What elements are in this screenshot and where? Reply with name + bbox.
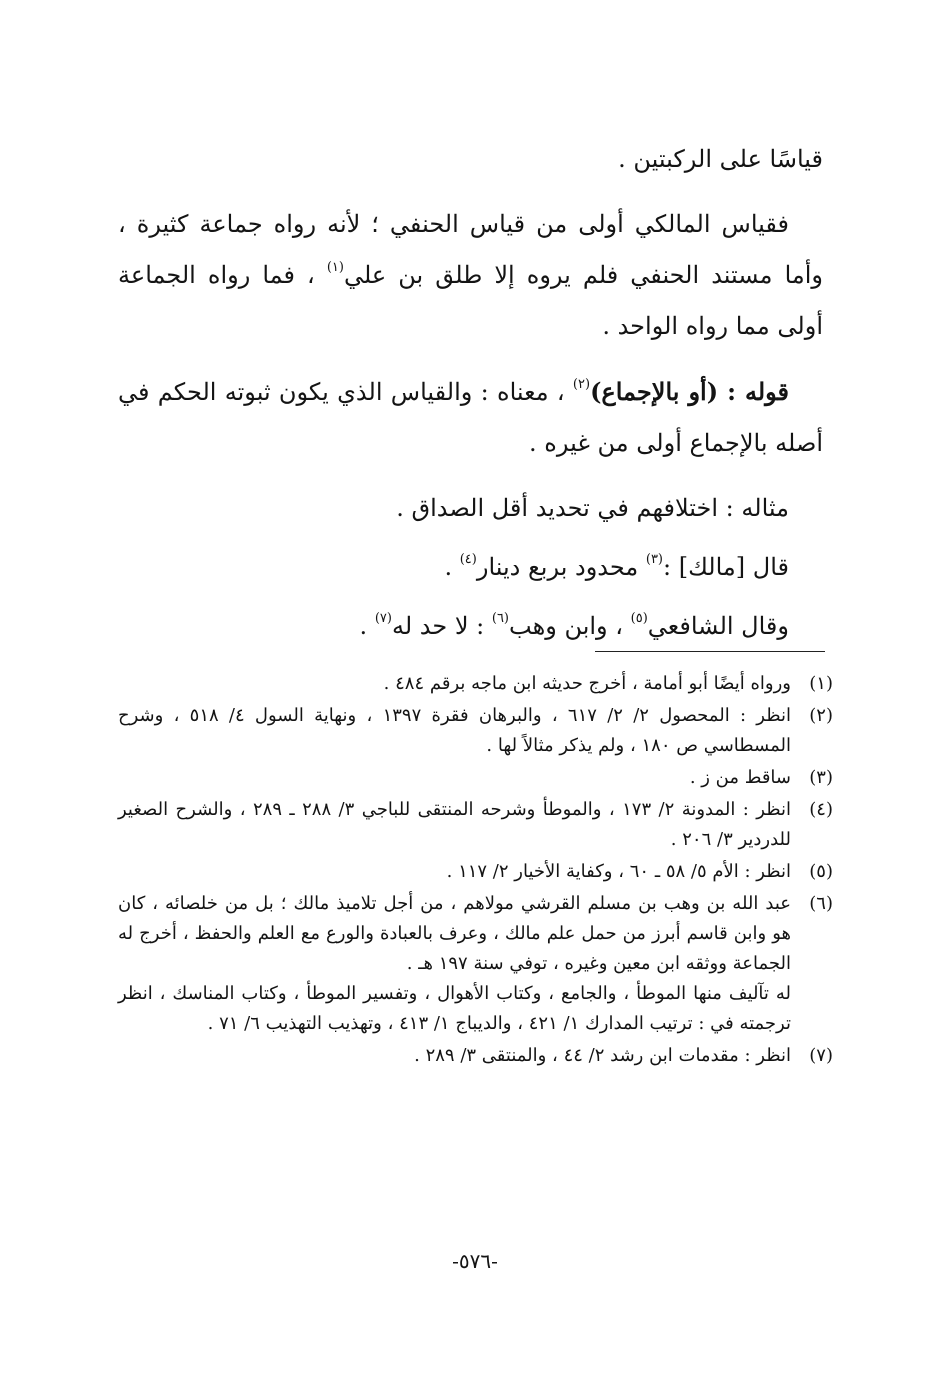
- quoted-lead: قوله : (أو بالإجماع): [590, 377, 790, 406]
- paragraph-6: وقال الشافعي$^{(٥)}$ ، وابن وهب$^{(٦)}$ : لا حد له$^{(٧)}$ .: [359, 611, 789, 640]
- footnote-ref-7[interactable]: (٧): [374, 611, 392, 626]
- footnote-item: [118, 669, 833, 699]
- footnote-text: ورواه أيضًا أبو أمامة ، أخرج حديثه ابن ماجه برقم ٤٨٤ .: [383, 673, 791, 694]
- footnote-text: انظر : المدونة ٢/ ١٧٣ ، والموطأ وشرحه المنتقى للباجي ٣/ ٢٨٨ ـ ٢٨٩ ، والشرح الصغير للدردير ٣/ ٢٠٦ .: [118, 799, 791, 850]
- footnote-divider: [595, 651, 825, 652]
- footnote-item: [118, 1041, 833, 1071]
- footnote-number: (٢): [809, 705, 833, 726]
- footnote-number: (٧): [809, 1045, 833, 1066]
- paragraph-3: قوله : (أو بالإجماع)$^{(٢)}$ ، معناه : والقياس الذي يكون ثبوته الحكم في أصله بالإجماع أولى من غيره .: [118, 377, 823, 457]
- page-number: -٥٧٦-: [452, 1249, 498, 1273]
- footnote-ref-6[interactable]: (٦): [491, 611, 509, 626]
- footnote-text: انظر : الأم ٥/ ٥٨ ـ ٦٠ ، وكفاية الأخيار ٢/ ١١٧ .: [446, 861, 791, 882]
- footnote-item: [118, 763, 833, 793]
- footnote-ref-3[interactable]: (٣): [645, 552, 663, 567]
- footnote-item: [118, 795, 833, 855]
- footnote-ref-5[interactable]: (٥): [630, 611, 648, 626]
- footnote-text: انظر : المحصول ٢/ ٢/ ٦١٧ ، والبرهان فقرة ١٣٩٧ ، ونهاية السول ٤/ ٥١٨ ، وشرح المسطاسي ص ١٨٠ ، ولم يذكر مثالاً لها .: [118, 705, 791, 756]
- footnote-number: (٦): [809, 893, 833, 914]
- footnote-item: [118, 857, 833, 887]
- footnote-number: (٥): [809, 861, 833, 882]
- footnote-ref-1[interactable]: (١): [326, 260, 344, 275]
- main-text: [118, 134, 823, 652]
- footnote-text: ساقط من ز .: [689, 767, 791, 788]
- footnote-item: [118, 889, 833, 1039]
- footnote-text: له تآليف منها الموطأ ، والجامع ، وكتاب الأهوال ، وتفسير الموطأ ، وكتاب المناسك ، انظر ترجمته في : ترتيب المدارك ١/ ٤٢١ ، والديباج ١/ ٤١٣ ، وتهذيب التهذيب ٦/ ٧١ .: [118, 983, 791, 1034]
- paragraph-5: قال [مالك] :$^{(٣)}$ محدود بربع دينار$^{(٤)}$ .: [444, 552, 789, 581]
- paragraph-4: مثاله : اختلافهم في تحديد أقل الصداق .: [396, 494, 789, 522]
- footnote-number: (٣): [809, 767, 833, 788]
- footnote-ref-4[interactable]: (٤): [459, 552, 477, 567]
- paragraph-1: قياسًا على الركبتين .: [618, 145, 823, 173]
- footnote-text: انظر : مقدمات ابن رشد ٢/ ٤٤ ، والمنتقى ٣/ ٢٨٩ .: [414, 1045, 791, 1066]
- footnote-text: عبد الله بن وهب بن مسلم القرشي مولاهم ، من أجل تلاميذ مالك ؛ بل من خلصائه ، كان هو وابن قاسم أبرز من حمل علم مالك ، وعرف بالعبادة والورع مع العلم والحفظ ، أخرج له الجماعة ووثقه ابن معين وغيره ، توفي سنة ١٩٧ هـ .: [118, 893, 791, 974]
- footnote-number: (١): [809, 673, 833, 694]
- footnote-number: (٤): [809, 799, 833, 820]
- footnote-ref-2[interactable]: (٢): [572, 377, 591, 392]
- footnote-item: [118, 701, 833, 761]
- paragraph-2: فقياس المالكي أولى من قياس الحنفي ؛ لأنه رواه جماعة كثيرة ، وأما مستند الحنفي فلم يروه إلا طلق بن علي$^{(١)}$ ، فما رواه الجماعة أولى مما رواه الواحد .: [118, 210, 823, 340]
- footnotes: [118, 669, 833, 1073]
